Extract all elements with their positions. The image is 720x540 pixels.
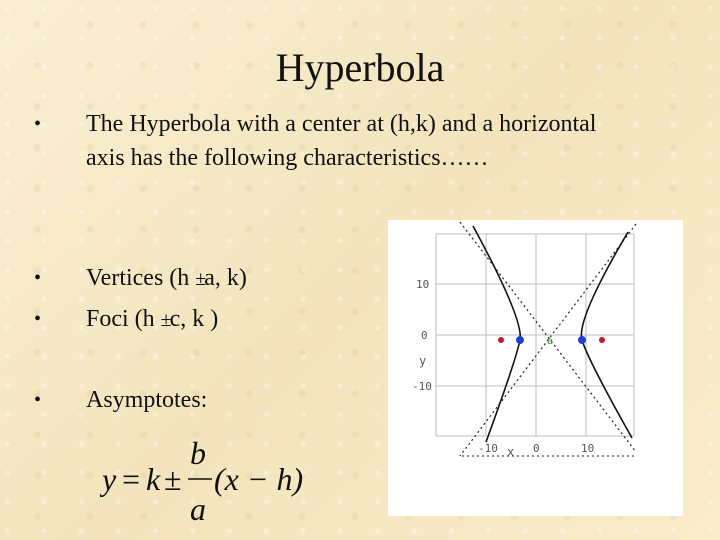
vertex-point-right xyxy=(578,336,586,344)
bullet-intro-line2: axis has the following characteristics…… xyxy=(86,145,489,171)
slide-title: Hyperbola xyxy=(275,45,445,90)
graph-grid xyxy=(436,234,634,436)
x-tick-label: -10 xyxy=(478,442,498,455)
formula-plus-minus: ± xyxy=(164,461,182,497)
bullet-intro-line1: The Hyperbola with a center at (h,k) and a horizontal xyxy=(86,111,597,137)
foci-suffix: c, k ) xyxy=(169,306,219,332)
bullet-marker: • xyxy=(34,113,42,135)
y-tick-label: 0 xyxy=(421,329,428,342)
vertex-point-left xyxy=(516,336,524,344)
bullet-marker: • xyxy=(34,308,42,330)
x-tick-label: 10 xyxy=(581,442,595,455)
center-marker: a xyxy=(547,336,554,347)
formula-y: y xyxy=(102,461,117,497)
bullet-marker: • xyxy=(34,389,42,411)
plus-minus-symbol: ± xyxy=(195,268,205,290)
x-tick-label: 0 xyxy=(533,442,540,455)
foci-prefix: Foci (h xyxy=(86,306,161,332)
y-axis-label: y xyxy=(419,354,427,368)
bullet-marker: • xyxy=(34,267,42,289)
bullet-vertices-text xyxy=(86,262,247,295)
focus-point-right xyxy=(599,337,605,343)
formula-numerator-b: b xyxy=(190,435,206,471)
plus-minus-symbol: ± xyxy=(160,309,170,331)
hyperbola-graph-canvas xyxy=(388,220,683,516)
formula-k: k xyxy=(146,461,161,497)
y-tick-label: -10 xyxy=(412,380,432,393)
focus-point-left xyxy=(498,337,504,343)
vertices-suffix: a, k) xyxy=(204,265,247,291)
formula-rest: (x − h) xyxy=(214,461,304,497)
bullet-asymptotes-text: Asymptotes: xyxy=(86,387,208,413)
bullet-foci-text xyxy=(86,303,218,336)
vertices-prefix: Vertices (h xyxy=(86,265,196,291)
x-axis-label: x xyxy=(507,445,515,459)
hyperbola-left-branch xyxy=(473,226,520,442)
formula-denominator-a: a xyxy=(190,491,206,527)
formula-equals: = xyxy=(122,461,141,497)
asymptote-formula xyxy=(100,432,310,528)
hyperbola-graph xyxy=(388,220,683,516)
y-tick-label: 10 xyxy=(416,278,430,291)
